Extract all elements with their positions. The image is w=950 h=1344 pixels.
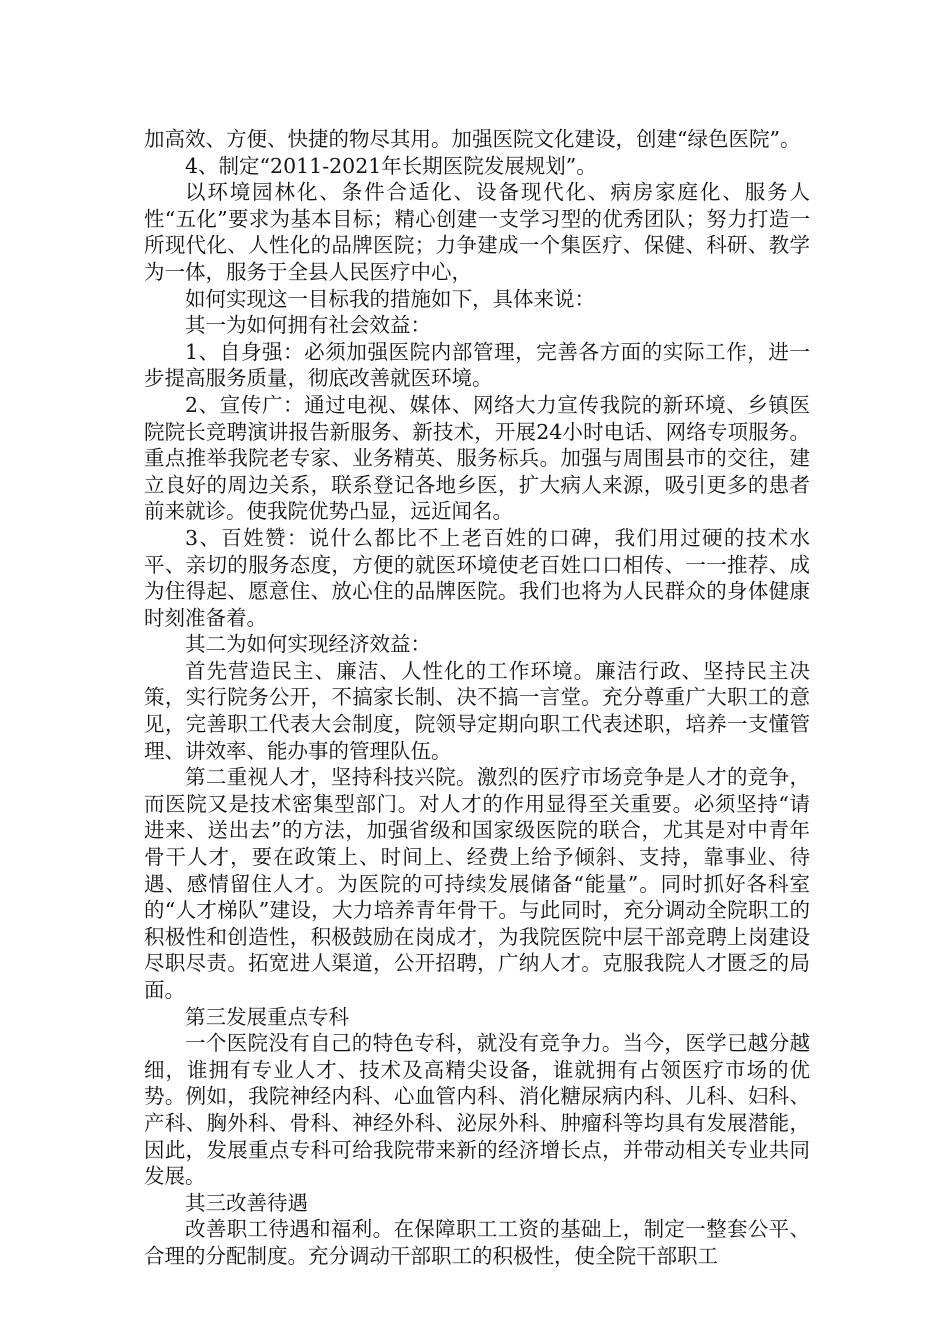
paragraph: 以环境园林化、条件合适化、设备现代化、病房家庭化、服务人性“五化”要求为基本目标；精心创建一支学习型的优秀团队；努力打造一所现代化、人性化的品牌医院；力争建成一个集医疗、保健、科研、教学为一体，服务于全县人民医疗中心， <box>144 180 810 284</box>
section-heading: 其二为如何实现经济效益： <box>185 632 431 657</box>
section-heading: 其一为如何拥有社会效益： <box>185 313 431 338</box>
paragraph: 3、百姓赞：说什么都比不上老百姓的口碑，我们用过硬的技术水平、亲切的服务态度，方便的就医环境使老百姓口口相传、一一推荐、成为住得起、愿意住、放心住的品牌医院。我们也将为人民群众的身体健康时刻准备着。 <box>144 525 810 630</box>
paragraph: 如何实现这一目标我的措施如下，具体来说： <box>185 286 595 311</box>
document-body <box>144 126 810 1270</box>
paragraph: 2、宣传广：通过电视、媒体、网络大力宣传我院的新环境、乡镇医院院长竞聘演讲报告新服务、新技术，开展24小时电话、网络专项服务。重点推举我院老专家、业务精英、服务标兵。加强与周围县市的交往，建立良好的周边关系，联系登记各地乡医，扩大病人来源，吸引更多的患者前来就诊。使我院优势凸显，远近闻名。 <box>144 392 810 524</box>
paragraph: 改善职工待遇和福利。在保障职工工资的基础上，制定一整套公平、合理的分配制度。充分调动干部职工的积极性，使全院干部职工 <box>144 1217 810 1268</box>
section-heading: 其三改善待遇 <box>185 1190 308 1215</box>
paragraph: 1、自身强：必须加强医院内部管理，完善各方面的实际工作，进一步提高服务质量，彻底改善就医环境。 <box>144 339 810 391</box>
paragraph: 4、制定“2011-2021年长期医院发展规划”。 <box>185 153 597 178</box>
section-heading: 第三发展重点专科 <box>185 1004 349 1029</box>
paragraph: 加高效、方便、快捷的物尽其用。加强医院文化建设，创建“绿色医院”。 <box>144 127 801 151</box>
paragraph: 第二重视人才，坚持科技兴院。激烈的医疗市场竞争是人才的竞争，而医院又是技术密集型部门。对人才的作用显得至关重要。必须坚持“请进来、送出去”的方法，加强省级和国家级医院的联合，尤其是对中青年骨干人才，要在政策上、时间上、经费上给予倾斜、支持，靠事业、待遇、感情留住人才。为医院的可持续发展储备“能量”。同时抓好各科室的“人才梯队”建设，大力培养青年骨干。与此同时，充分调动全院职工的积极性和创造性，积极鼓励在岗成才，为我院医院中层干部竞聘上岗建设尽职尽责。拓宽进人渠道，公开招聘，广纳人才。克服我院人才匮乏的局面。 <box>144 765 810 1002</box>
paragraph: 一个医院没有自己的特色专科，就没有竞争力。当今，医学已越分越细，谁拥有专业人才、技术及高精尖设备，谁就拥有占领医疗市场的优势。例如，我院神经内科、心血管内科、消化糖尿病内科、儿科、妇科、产科、胸外科、骨科、神经外科、泌尿外科、肿瘤科等均具有发展潜能，因此，发展重点专科可给我院带来新的经济增长点，并带动相关专业共同发展。 <box>144 1031 810 1189</box>
paragraph: 首先营造民主、廉洁、人性化的工作环境。廉洁行政、坚持民主决策，实行院务公开，不搞家长制、决不搞一言堂。充分尊重广大职工的意见，完善职工代表大会制度，院领导定期向职工代表述职，培养一支懂管理、讲效率、能办事的管理队伍。 <box>144 658 810 763</box>
